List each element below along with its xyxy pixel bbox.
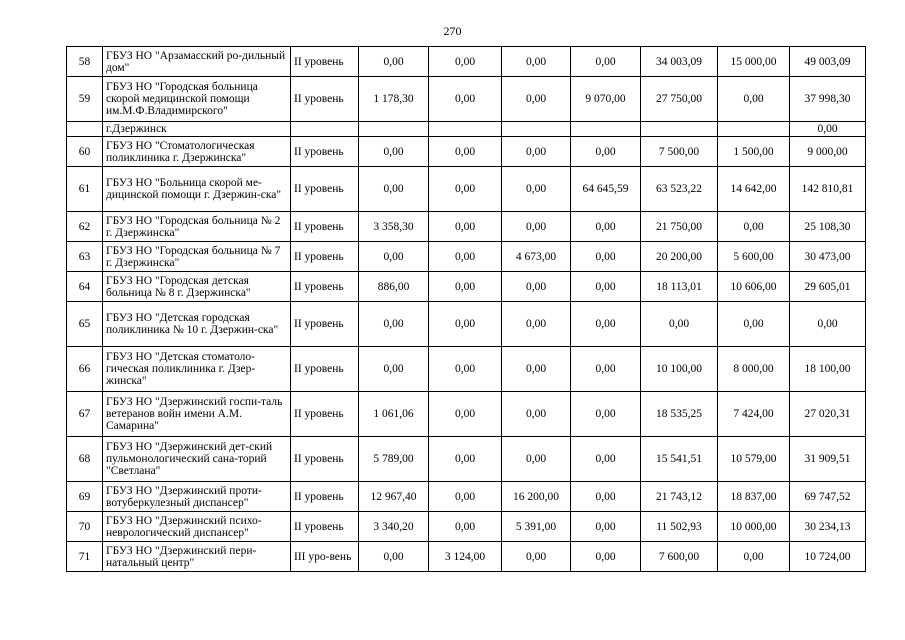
institution-name: ГБУЗ НО "Городская детская больница № 8 г. Дзержинска" bbox=[103, 272, 291, 302]
value-cell: 0,00 bbox=[429, 392, 502, 437]
care-level: II уровень bbox=[291, 302, 359, 347]
value-cell: 0,00 bbox=[571, 392, 641, 437]
institution-name: ГБУЗ НО "Дзержинский психо-неврологический диспансер" bbox=[103, 512, 291, 542]
value-cell bbox=[641, 122, 718, 137]
value-cell: 0,00 bbox=[571, 542, 641, 572]
row-number: 71 bbox=[67, 542, 103, 572]
institution-name: ГБУЗ НО "Дзержинский пери-натальный центр" bbox=[103, 542, 291, 572]
care-level: II уровень bbox=[291, 437, 359, 482]
institution-name: ГБУЗ НО "Городская больница скорой медицинской помощи им.М.Ф.Владимирского" bbox=[103, 77, 291, 122]
table-row bbox=[67, 77, 866, 122]
value-cell: 14 642,00 bbox=[718, 167, 790, 212]
value-cell: 8 000,00 bbox=[718, 347, 790, 392]
value-cell: 5 789,00 bbox=[359, 437, 429, 482]
value-cell: 0,00 bbox=[359, 167, 429, 212]
value-cell: 10 606,00 bbox=[718, 272, 790, 302]
value-cell: 1 061,06 bbox=[359, 392, 429, 437]
total-cell: 31 909,51 bbox=[790, 437, 866, 482]
value-cell: 18 535,25 bbox=[641, 392, 718, 437]
row-number: 65 bbox=[67, 302, 103, 347]
value-cell: 64 645,59 bbox=[571, 167, 641, 212]
row-number: 66 bbox=[67, 347, 103, 392]
value-cell: 0,00 bbox=[502, 437, 571, 482]
table-row bbox=[67, 302, 866, 347]
value-cell: 0,00 bbox=[429, 77, 502, 122]
care-level: II уровень bbox=[291, 272, 359, 302]
institution-name: ГБУЗ НО "Детская городская поликлиника № 10 г. Дзержин-ска" bbox=[103, 302, 291, 347]
institution-name: ГБУЗ НО "Дзержинский госпи-таль ветеранов войн имени А.М. Самарина" bbox=[103, 392, 291, 437]
value-cell: 0,00 bbox=[502, 212, 571, 242]
value-cell bbox=[718, 122, 790, 137]
value-cell: 0,00 bbox=[641, 302, 718, 347]
value-cell: 0,00 bbox=[429, 302, 502, 347]
total-cell: 37 998,30 bbox=[790, 77, 866, 122]
care-level: II уровень bbox=[291, 512, 359, 542]
total-cell: 142 810,81 bbox=[790, 167, 866, 212]
value-cell: 20 200,00 bbox=[641, 242, 718, 272]
value-cell: 0,00 bbox=[718, 212, 790, 242]
value-cell: 7 500,00 bbox=[641, 137, 718, 167]
value-cell: 10 000,00 bbox=[718, 512, 790, 542]
value-cell: 0,00 bbox=[502, 77, 571, 122]
value-cell: 0,00 bbox=[571, 242, 641, 272]
value-cell: 10 100,00 bbox=[641, 347, 718, 392]
row-number: 60 bbox=[67, 137, 103, 167]
care-level: II уровень bbox=[291, 77, 359, 122]
value-cell: 0,00 bbox=[429, 167, 502, 212]
care-level: II уровень bbox=[291, 47, 359, 77]
value-cell: 21 743,12 bbox=[641, 482, 718, 512]
table-row bbox=[67, 167, 866, 212]
value-cell: 3 340,20 bbox=[359, 512, 429, 542]
total-cell: 10 724,00 bbox=[790, 542, 866, 572]
value-cell: 5 391,00 bbox=[502, 512, 571, 542]
care-level: II уровень bbox=[291, 167, 359, 212]
value-cell: 1 500,00 bbox=[718, 137, 790, 167]
value-cell: 5 600,00 bbox=[718, 242, 790, 272]
value-cell: 0,00 bbox=[429, 482, 502, 512]
row-number: 69 bbox=[67, 482, 103, 512]
care-level: II уровень bbox=[291, 482, 359, 512]
total-cell: 69 747,52 bbox=[790, 482, 866, 512]
value-cell: 10 579,00 bbox=[718, 437, 790, 482]
value-cell: 63 523,22 bbox=[641, 167, 718, 212]
value-cell: 0,00 bbox=[502, 47, 571, 77]
value-cell: 0,00 bbox=[571, 272, 641, 302]
value-cell: 0,00 bbox=[359, 137, 429, 167]
table-row bbox=[67, 137, 866, 167]
total-cell: 30 234,13 bbox=[790, 512, 866, 542]
row-number: 63 bbox=[67, 242, 103, 272]
total-cell: 18 100,00 bbox=[790, 347, 866, 392]
value-cell: 0,00 bbox=[718, 77, 790, 122]
care-level: II уровень bbox=[291, 242, 359, 272]
value-cell: 0,00 bbox=[571, 212, 641, 242]
institution-name: ГБУЗ НО "Больница скорой ме-дицинской помощи г. Дзержин-ска" bbox=[103, 167, 291, 212]
value-cell: 0,00 bbox=[571, 347, 641, 392]
care-level bbox=[291, 122, 359, 137]
care-level: II уровень bbox=[291, 392, 359, 437]
value-cell: 18 113,01 bbox=[641, 272, 718, 302]
value-cell: 18 837,00 bbox=[718, 482, 790, 512]
row-number: 62 bbox=[67, 212, 103, 242]
value-cell: 0,00 bbox=[502, 167, 571, 212]
row-number: 64 bbox=[67, 272, 103, 302]
total-cell: 49 003,09 bbox=[790, 47, 866, 77]
care-level: II уровень bbox=[291, 212, 359, 242]
value-cell: 0,00 bbox=[359, 47, 429, 77]
value-cell: 0,00 bbox=[429, 212, 502, 242]
value-cell: 34 003,09 bbox=[641, 47, 718, 77]
value-cell: 0,00 bbox=[571, 47, 641, 77]
row-number: 70 bbox=[67, 512, 103, 542]
value-cell: 0,00 bbox=[502, 542, 571, 572]
value-cell: 0,00 bbox=[429, 242, 502, 272]
value-cell: 0,00 bbox=[359, 302, 429, 347]
table-body bbox=[67, 47, 866, 572]
institution-name: ГБУЗ НО "Дзержинский проти-вотуберкулезный диспансер" bbox=[103, 482, 291, 512]
value-cell: 0,00 bbox=[429, 347, 502, 392]
value-cell: 0,00 bbox=[429, 137, 502, 167]
care-level: II уровень bbox=[291, 137, 359, 167]
table-row bbox=[67, 242, 866, 272]
value-cell bbox=[571, 122, 641, 137]
value-cell: 0,00 bbox=[359, 542, 429, 572]
value-cell: 0,00 bbox=[571, 137, 641, 167]
row-number: 67 bbox=[67, 392, 103, 437]
institution-name: ГБУЗ НО "Городская больница № 7 г. Дзержинска" bbox=[103, 242, 291, 272]
table-row bbox=[67, 512, 866, 542]
value-cell: 0,00 bbox=[571, 437, 641, 482]
institution-name: ГБУЗ НО "Арзамасский ро-дильный дом" bbox=[103, 47, 291, 77]
institution-name: ГБУЗ НО "Детская стоматоло-гическая поликлиника г. Дзер-жинска" bbox=[103, 347, 291, 392]
total-cell: 29 605,01 bbox=[790, 272, 866, 302]
value-cell: 27 750,00 bbox=[641, 77, 718, 122]
table-row bbox=[67, 347, 866, 392]
value-cell: 0,00 bbox=[429, 512, 502, 542]
row-number: 59 bbox=[67, 77, 103, 122]
value-cell: 15 000,00 bbox=[718, 47, 790, 77]
value-cell: 0,00 bbox=[429, 47, 502, 77]
value-cell: 12 967,40 bbox=[359, 482, 429, 512]
table-row bbox=[67, 47, 866, 77]
institution-name: ГБУЗ НО "Стоматологическая поликлиника г. Дзержинска" bbox=[103, 137, 291, 167]
value-cell: 0,00 bbox=[571, 512, 641, 542]
value-cell: 11 502,93 bbox=[641, 512, 718, 542]
institution-name: г.Дзержинск bbox=[103, 122, 291, 137]
value-cell: 0,00 bbox=[502, 137, 571, 167]
data-table bbox=[66, 46, 866, 572]
value-cell: 21 750,00 bbox=[641, 212, 718, 242]
value-cell bbox=[359, 122, 429, 137]
value-cell: 0,00 bbox=[359, 347, 429, 392]
value-cell: 0,00 bbox=[502, 392, 571, 437]
value-cell: 0,00 bbox=[429, 272, 502, 302]
value-cell bbox=[429, 122, 502, 137]
row-number: 68 bbox=[67, 437, 103, 482]
table-row bbox=[67, 392, 866, 437]
table-row bbox=[67, 122, 866, 137]
value-cell: 0,00 bbox=[502, 272, 571, 302]
value-cell: 886,00 bbox=[359, 272, 429, 302]
value-cell: 0,00 bbox=[502, 302, 571, 347]
value-cell: 3 358,30 bbox=[359, 212, 429, 242]
total-cell: 27 020,31 bbox=[790, 392, 866, 437]
value-cell: 0,00 bbox=[571, 302, 641, 347]
care-level: II уровень bbox=[291, 347, 359, 392]
value-cell: 0,00 bbox=[718, 542, 790, 572]
value-cell: 0,00 bbox=[359, 242, 429, 272]
value-cell: 7 600,00 bbox=[641, 542, 718, 572]
page-number: 270 bbox=[443, 24, 462, 38]
value-cell bbox=[502, 122, 571, 137]
value-cell: 7 424,00 bbox=[718, 392, 790, 437]
value-cell: 1 178,30 bbox=[359, 77, 429, 122]
table-row bbox=[67, 437, 866, 482]
institution-name: ГБУЗ НО "Городская больница № 2 г. Дзержинска" bbox=[103, 212, 291, 242]
row-number bbox=[67, 122, 103, 137]
total-cell: 25 108,30 bbox=[790, 212, 866, 242]
value-cell: 4 673,00 bbox=[502, 242, 571, 272]
institution-name: ГБУЗ НО "Дзержинский дет-ский пульмонологический сана-торий "Светлана" bbox=[103, 437, 291, 482]
value-cell: 3 124,00 bbox=[429, 542, 502, 572]
total-cell: 0,00 bbox=[790, 302, 866, 347]
table-row bbox=[67, 482, 866, 512]
total-cell: 0,00 bbox=[790, 122, 866, 137]
row-number: 61 bbox=[67, 167, 103, 212]
value-cell: 0,00 bbox=[502, 347, 571, 392]
value-cell: 16 200,00 bbox=[502, 482, 571, 512]
table-row bbox=[67, 212, 866, 242]
value-cell: 0,00 bbox=[718, 302, 790, 347]
total-cell: 30 473,00 bbox=[790, 242, 866, 272]
row-number: 58 bbox=[67, 47, 103, 77]
table-row bbox=[67, 542, 866, 572]
value-cell: 9 070,00 bbox=[571, 77, 641, 122]
value-cell: 0,00 bbox=[571, 482, 641, 512]
total-cell: 9 000,00 bbox=[790, 137, 866, 167]
care-level: III уро-вень bbox=[291, 542, 359, 572]
value-cell: 0,00 bbox=[429, 437, 502, 482]
value-cell: 15 541,51 bbox=[641, 437, 718, 482]
table-row bbox=[67, 272, 866, 302]
